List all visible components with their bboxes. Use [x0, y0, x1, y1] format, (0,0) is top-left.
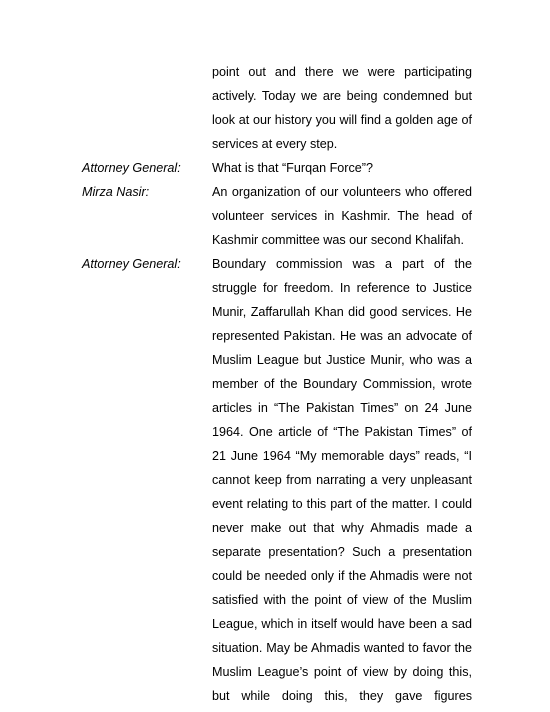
- transcript-body: [82, 60, 472, 708]
- speech-text: [212, 156, 472, 180]
- speaker-label: Attorney General:: [82, 161, 181, 175]
- text-line: Boundary commission was a part of the: [212, 257, 472, 271]
- text-line: Muslim League but Justice Munir, who was a: [212, 353, 472, 367]
- text-line: League, which in itself would have been a sad: [212, 617, 472, 631]
- text-line: struggle for freedom. In reference to Justice: [212, 281, 472, 295]
- text-line: could be needed only if the Ahmadis were not: [212, 569, 472, 583]
- text-line: event relating to this part of the matter. I could: [212, 497, 472, 511]
- text-line: Muslim League’s point of view by doing this,: [212, 665, 472, 679]
- text-line: volunteer services in Kashmir. The head of: [212, 209, 472, 223]
- speaker-label: Attorney General:: [82, 257, 181, 271]
- text-line: satisfied with the point of view of the Muslim: [212, 593, 472, 607]
- text-line: An organization of our volunteers who offered: [212, 185, 472, 199]
- text-line: represented Pakistan. He was an advocate of: [212, 329, 472, 343]
- text-line: Kashmir committee was our second Khalifah.: [212, 233, 464, 247]
- text-line: Munir, Zaffarullah Khan did good services. He: [212, 305, 472, 319]
- text-line: 21 June 1964 “My memorable days” reads, “I: [212, 449, 472, 463]
- transcript-entry: [82, 252, 472, 708]
- speech-text: [212, 60, 472, 156]
- text-line: 1964. One article of “The Pakistan Times” of: [212, 425, 472, 439]
- text-line: never make out that why Ahmadis made a: [212, 521, 472, 535]
- text-line: but while doing this, they gave figures: [212, 689, 472, 703]
- text-line: articles in “The Pakistan Times” on 24 June: [212, 401, 472, 415]
- text-line: What is that “Furqan Force”?: [212, 161, 373, 175]
- text-line: separate presentation? Such a presentation: [212, 545, 472, 559]
- transcript-entry: [82, 180, 472, 252]
- speech-text: [212, 252, 472, 708]
- text-line: cannot keep from narrating a very unpleasant: [212, 473, 472, 487]
- transcript-entry: [82, 156, 472, 180]
- text-line: member of the Boundary Commission, wrote: [212, 377, 472, 391]
- text-line: services at every step.: [212, 137, 338, 151]
- text-line: point out and there we were participating: [212, 65, 472, 79]
- speaker-label: Mirza Nasir:: [82, 185, 150, 199]
- transcript-entry: [82, 60, 472, 156]
- text-line: situation. May be Ahmadis wanted to favor the: [212, 641, 472, 655]
- text-line: actively. Today we are being condemned but: [212, 89, 472, 103]
- speech-text: [212, 180, 472, 252]
- text-line: look at our history you will find a golden age of: [212, 113, 472, 127]
